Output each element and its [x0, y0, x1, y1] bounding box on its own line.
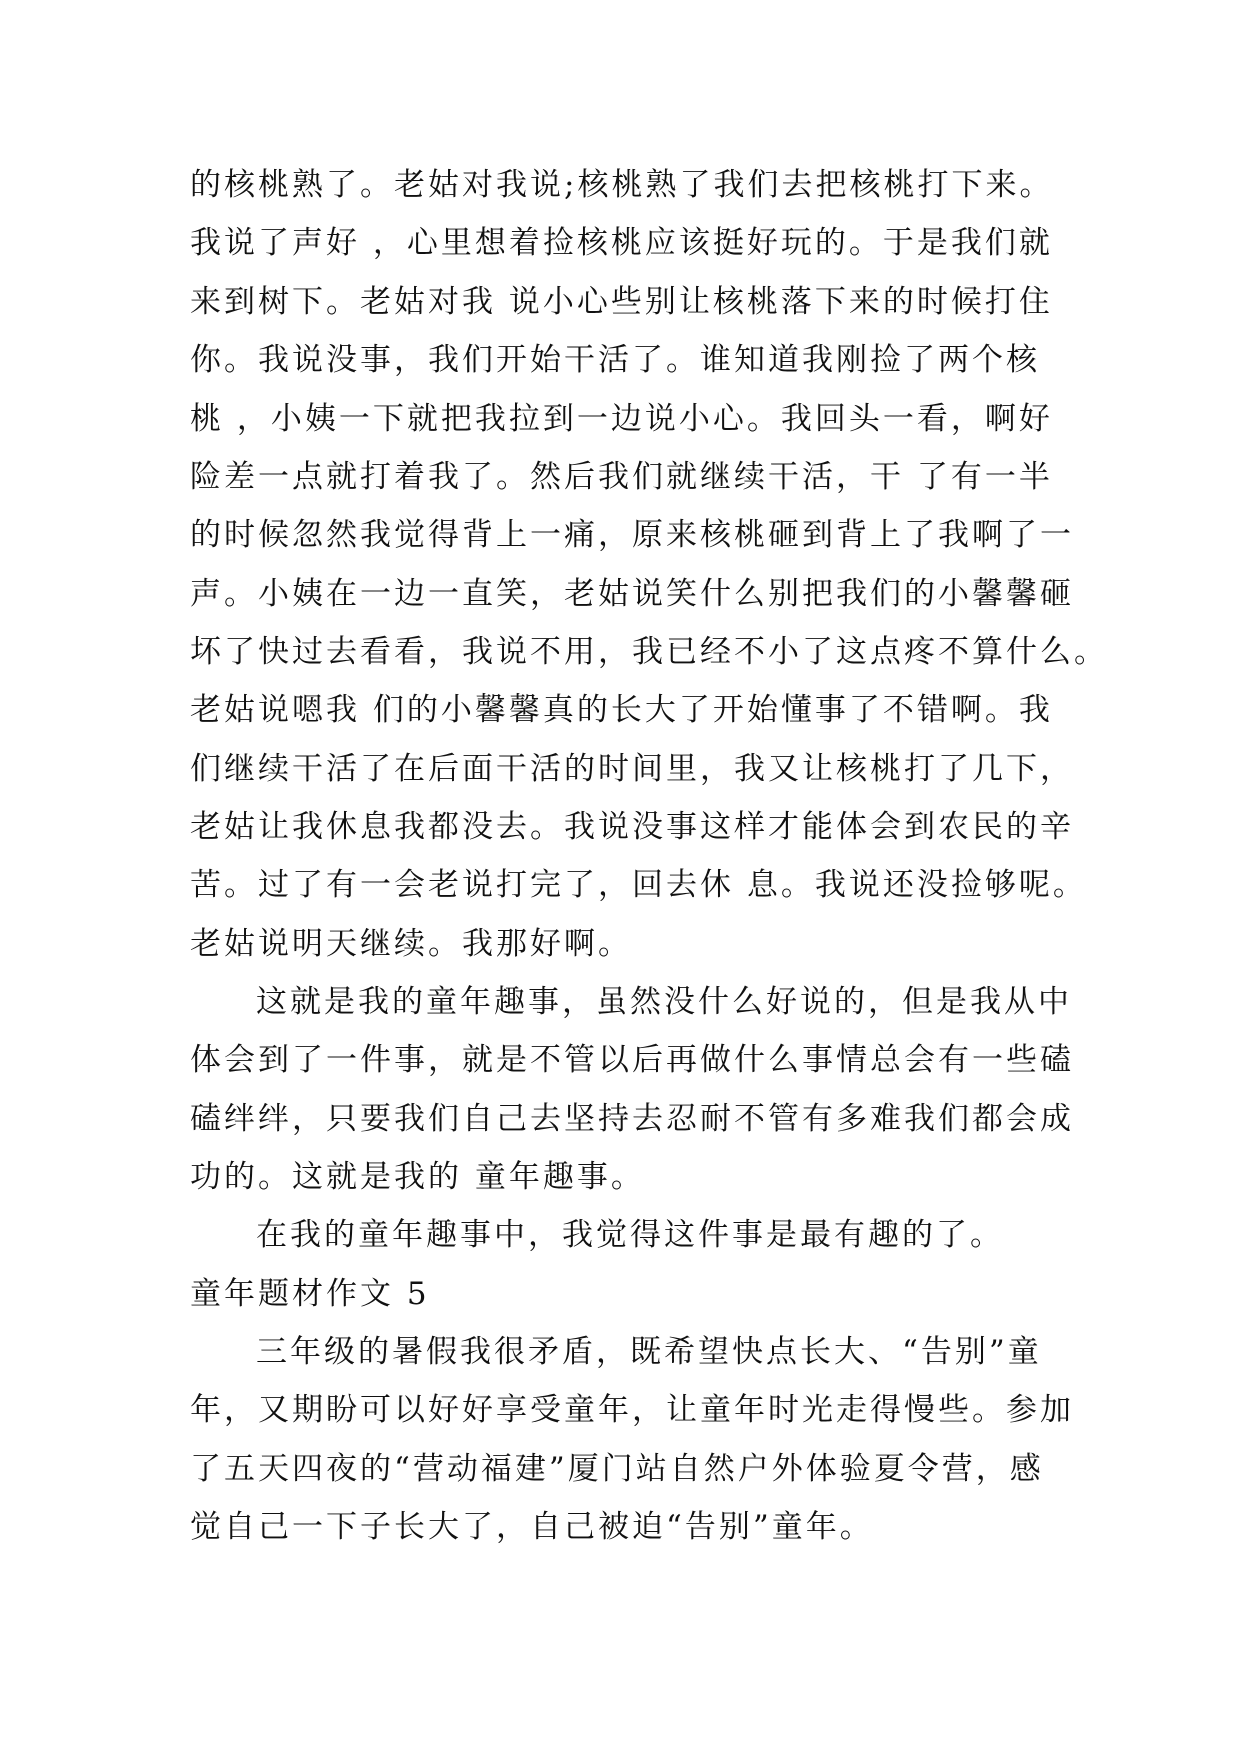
text-line: 声。小姨在一边一直笑，老姑说笑什么别把我们的小馨馨砸 [190, 576, 1074, 612]
text-line: 觉自己一下子长大了，自己被迫“告别”童年。 [190, 1509, 874, 1545]
text-line: 坏了快过去看看，我说不用，我已经不小了这点疼不算什么。 [190, 634, 1108, 670]
text-line: 险差一点就打着我了。然后我们就继续干活，干 了有一半 [190, 459, 1053, 495]
paragraph-first-line: 三年级的暑假我很矛盾，既希望快点长大、“告别”童 [256, 1334, 1042, 1370]
text-line: 桃 ，小姨一下就把我拉到一边说小心。我回头一看，啊好 [190, 401, 1053, 437]
text-line: 我说了声好 ，心里想着捡核桃应该挺好玩的。于是我们就 [190, 225, 1053, 261]
text-line: 老姑让我休息我都没去。我说没事这样才能体会到农民的辛 [190, 809, 1074, 845]
paragraph-first-line: 在我的童年趣事中，我觉得这件事是最有趣的了。 [256, 1217, 1004, 1253]
text-line: 老姑说嗯我 们的小馨馨真的长大了开始懂事了不错啊。我 [190, 692, 1053, 728]
text-line: 来到树下。老姑对我 说小心些别让核桃落下来的时候打住 [190, 284, 1053, 320]
text-line: 年，又期盼可以好好享受童年，让童年时光走得慢些。参加 [190, 1392, 1074, 1428]
text-line: 们继续干活了在后面干活的时间里，我又让核桃打了几下， [190, 751, 1074, 787]
text-line: 的核桃熟了。老姑对我说;核桃熟了我们去把核桃打下来。 [190, 167, 1054, 203]
text-line: 磕绊绊，只要我们自己去坚持去忍耐不管有多难我们都会成 [190, 1101, 1074, 1137]
paragraph-first-line: 这就是我的童年趣事，虽然没什么好说的，但是我从中 [256, 984, 1072, 1020]
text-line: 功的。这就是我的 童年趣事。 [190, 1159, 645, 1195]
text-line: 老姑说明天继续。我那好啊。 [190, 926, 632, 962]
text-line: 体会到了一件事，就是不管以后再做什么事情总会有一些磕 [190, 1042, 1074, 1078]
text-line: 苦。过了有一会老说打完了，回去休 息。我说还没捡够呢。 [190, 867, 1087, 903]
text-line: 了五天四夜的“营动福建”厦门站自然户外体验夏令营，感 [190, 1451, 1044, 1487]
text-line: 你。我说没事，我们开始干活了。谁知道我刚捡了两个核 [190, 342, 1040, 378]
text-line: 的时候忽然我觉得背上一痛，原来核桃砸到背上了我啊了一 [190, 517, 1074, 553]
section-heading: 童年题材作文 5 [190, 1276, 430, 1312]
